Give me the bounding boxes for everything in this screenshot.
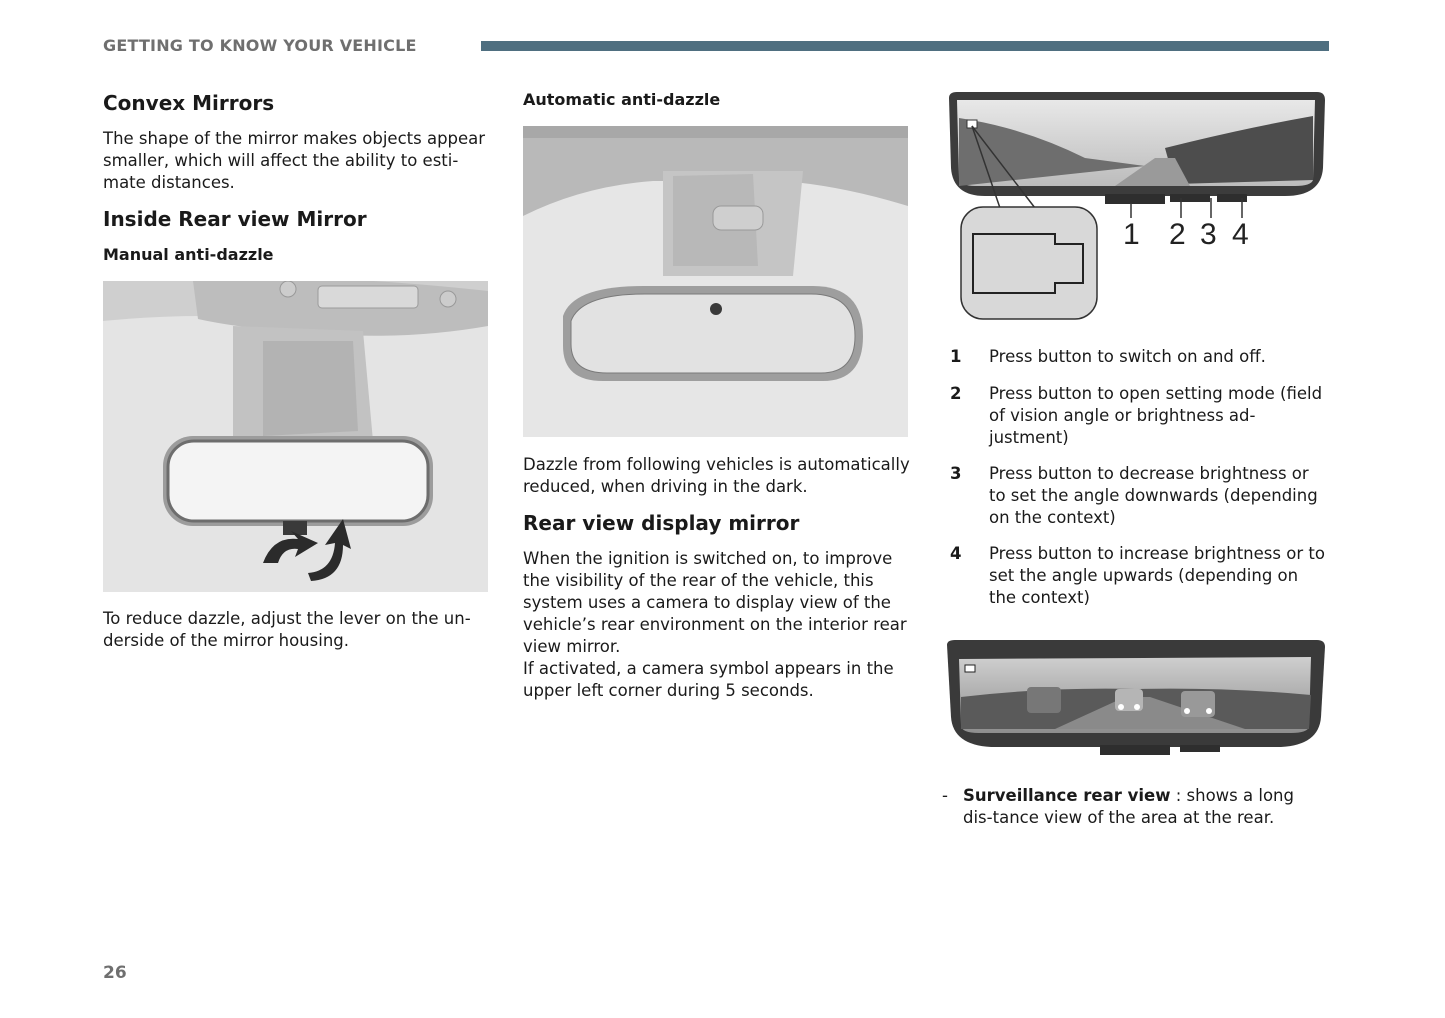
list-item-number: 2 <box>950 384 962 403</box>
surveillance-mirror-figure <box>945 637 1327 762</box>
display-mirror-buttons-figure <box>945 88 1330 323</box>
manual-anti-dazzle-caption: To reduce dazzle, adjust the lever on the un-derside of the mirror housing. <box>103 609 471 650</box>
callout-4: 4 <box>1232 218 1249 251</box>
surveillance-text: : shows a long dis-tance view of the area at the rear. <box>963 786 1294 827</box>
list-item-number: 4 <box>950 544 962 563</box>
header-rule <box>481 41 1329 51</box>
rear-view-display-text: When the ignition is switched on, to improve the visibility of the rear of the vehicle, this system uses a camera to display view of the vehicle’s rear environment on the interior rear view mirror. <box>523 549 907 656</box>
list-item-text: Press button to open setting mode (field of vision angle or brightness ad-justment) <box>989 384 1323 447</box>
manual-anti-dazzle-heading: Manual anti-dazzle <box>103 245 274 264</box>
list-item-text: Press button to switch on and off. <box>989 347 1266 366</box>
automatic-mirror-illustration <box>523 126 908 437</box>
section-header: GETTING TO KNOW YOUR VEHICLE <box>103 36 417 55</box>
inside-mirror-heading: Inside Rear view Mirror <box>103 207 367 231</box>
convex-mirrors-text: The shape of the mirror makes objects appear smaller, which will affect the ability to esti-mate distances. <box>103 129 486 192</box>
convex-mirrors-heading: Convex Mirrors <box>103 91 275 115</box>
manual-mirror-illustration <box>103 281 488 592</box>
callout-1: 1 <box>1123 218 1140 251</box>
automatic-anti-dazzle-heading: Automatic anti-dazzle <box>523 90 721 109</box>
surveillance-label: Surveillance rear view <box>963 786 1171 805</box>
list-item-text: Press button to increase brightness or to set the angle upwards (depending on the context) <box>989 544 1325 607</box>
callout-3: 3 <box>1200 218 1217 251</box>
automatic-anti-dazzle-caption: Dazzle from following vehicles is automatically reduced, when driving in the dark. <box>523 455 910 496</box>
list-item-number: 3 <box>950 464 962 483</box>
callout-2: 2 <box>1169 218 1186 251</box>
list-item-text: Press button to decrease brightness or to set the angle downwards (depending on the context) <box>989 464 1318 527</box>
rear-view-display-text-2: If activated, a camera symbol appears in the upper left corner during 5 seconds. <box>523 659 894 700</box>
bullet-dash: - <box>942 786 948 805</box>
page-number: 26 <box>103 963 127 983</box>
list-item-number: 1 <box>950 347 962 366</box>
rear-view-display-heading: Rear view display mirror <box>523 511 800 535</box>
